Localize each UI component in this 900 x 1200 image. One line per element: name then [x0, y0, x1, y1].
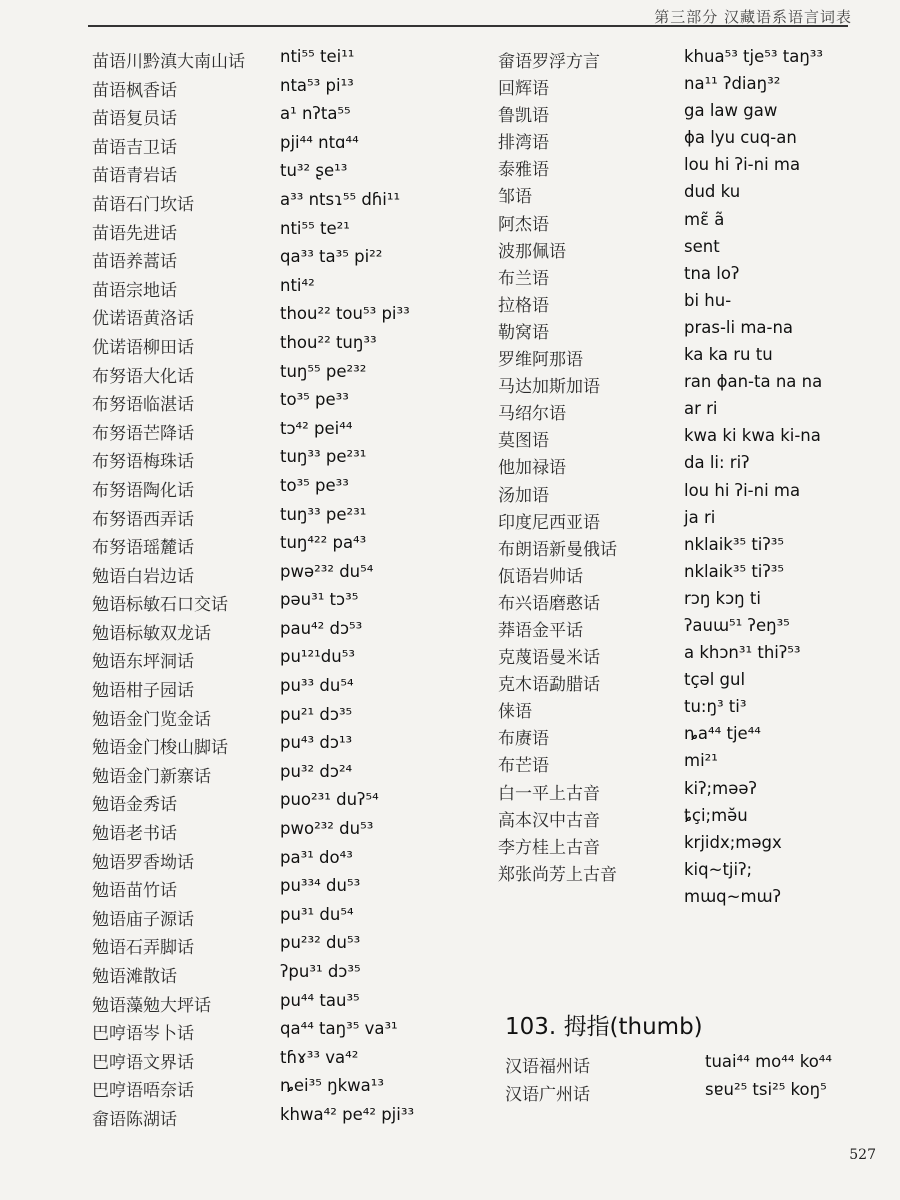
language-name: 勉语石弄脚话 [92, 938, 194, 959]
language-name: 白一平上古音 [498, 783, 600, 804]
word-form: tu:ŋ³ ti³ [684, 697, 747, 717]
word-form: tçəl gul [684, 670, 746, 690]
word-entry-row [498, 806, 868, 833]
word-entry-row [82, 362, 462, 391]
word-form: kiq~tjiʔ; [684, 859, 753, 879]
word-entry-row [498, 74, 868, 101]
word-entry-row [498, 155, 868, 182]
language-name: 勉语金门新寨话 [92, 766, 211, 787]
word-entry-row [82, 933, 462, 962]
language-name: 勉语柑子园话 [92, 681, 194, 702]
word-form: ar ri [684, 399, 718, 419]
word-entry-row [82, 447, 462, 476]
word-entry-row [498, 779, 868, 806]
language-name: 勉语金门梭山脚话 [92, 738, 228, 759]
word-entry-row [498, 887, 868, 914]
word-entry-row [498, 589, 868, 616]
word-entry-row [82, 476, 462, 505]
word-entry-row [498, 697, 868, 724]
word-form: a khɔn³¹ thiʔ⁵³ [684, 643, 801, 663]
word-entry-row [82, 819, 462, 848]
word-form: pu²¹ dɔ³⁵ [280, 704, 353, 724]
language-name: 勉语老书话 [92, 824, 177, 845]
language-name: 布兰语 [498, 268, 549, 289]
word-entry-row [82, 76, 462, 105]
word-form: ʔauɯ⁵¹ ʔeŋ³⁵ [684, 615, 790, 635]
word-entry-row [82, 562, 462, 591]
word-form: lou hi ʔi-ni ma [684, 480, 801, 500]
word-entry-row [498, 264, 868, 291]
word-form: tna loʔ [684, 263, 740, 283]
word-entry-row [498, 47, 868, 74]
language-name: 汉语福州话 [505, 1057, 590, 1077]
word-entry-row [82, 619, 462, 648]
word-entry-row [498, 182, 868, 209]
word-form: da li: riʔ [684, 453, 750, 473]
word-entry-row [498, 101, 868, 128]
word-entry-row [498, 291, 868, 318]
language-name: 排湾语 [498, 133, 549, 154]
word-entry-row [82, 390, 462, 419]
language-name: 苗语川黔滇大南山话 [92, 52, 245, 72]
word-form: a³³ ntsɿ⁵⁵ dɦi¹¹ [280, 189, 401, 209]
word-form: nti⁵⁵ tei¹¹ [280, 47, 355, 66]
word-form: tuŋ³³ pe²³¹ [280, 504, 367, 524]
word-form: to³⁵ pe³³ [280, 390, 349, 410]
language-name: 苗语吉卫话 [92, 137, 177, 158]
word-form: tuai⁴⁴ mo⁴⁴ ko⁴⁴ [705, 1052, 833, 1071]
language-name: 布兴语磨憨话 [498, 593, 600, 614]
language-name: 郑张尚芳上古音 [498, 864, 617, 885]
word-entry-row [82, 790, 462, 819]
language-name: 勉语滩散话 [92, 967, 177, 987]
word-entry-row [82, 1048, 462, 1077]
word-entry-row [498, 724, 868, 751]
word-form: ga law gaw [684, 101, 778, 121]
thumb-section-list [505, 1052, 865, 1108]
language-name: 勉语庙子源话 [92, 909, 194, 930]
word-entry-row [82, 1105, 462, 1134]
word-form: puo²³¹ duʔ⁵⁴ [280, 790, 379, 810]
language-name: 勉语白岩边话 [92, 566, 194, 587]
language-name: 布努语陶化话 [92, 480, 194, 501]
word-form: nta⁵³ pi¹³ [280, 75, 354, 95]
language-name: 布朗语新曼俄话 [498, 539, 617, 560]
word-form: ȵa⁴⁴ tje⁴⁴ [684, 724, 761, 744]
language-name: 勉语苗竹话 [92, 881, 177, 902]
word-entry-row [498, 481, 868, 508]
running-header: 第三部分 汉藏语系语言词表 [654, 8, 852, 26]
word-entry-row [82, 647, 462, 676]
word-form: pu²³² du⁵³ [280, 933, 361, 953]
word-entry-row [82, 505, 462, 534]
language-name: 优诺语黄洛话 [92, 309, 194, 330]
word-form: pu⁴³ dɔ¹³ [280, 733, 353, 753]
word-form: thou²² tuŋ³³ [280, 332, 377, 352]
language-name: 苗语养蒿话 [92, 252, 177, 273]
left-column [82, 47, 462, 1134]
language-name: 阿杰语 [498, 214, 549, 235]
word-entry-row [82, 762, 462, 791]
word-entry-row [498, 860, 868, 887]
word-entry-row [498, 670, 868, 697]
word-entry-row [82, 333, 462, 362]
word-entry-row [82, 991, 462, 1020]
language-name: 高本汉中古音 [498, 810, 600, 831]
word-entry-row [498, 751, 868, 778]
word-form: rɔŋ kɔŋ ti [684, 588, 761, 608]
word-form: tuŋ³³ pe²³¹ [280, 447, 367, 467]
word-form: pu³³ du⁵⁴ [280, 676, 354, 696]
language-name: 畲语陈湖话 [92, 1109, 177, 1130]
word-form: tuŋ⁴²² pa⁴³ [280, 533, 367, 553]
word-entry-row [82, 705, 462, 734]
word-form: nti⁴² [280, 275, 315, 295]
language-name: 勉语罗香坳话 [92, 852, 194, 873]
language-name: 鲁凯语 [498, 106, 549, 127]
word-entry-row [498, 210, 868, 237]
language-name: 俫语 [498, 702, 532, 723]
word-form: pa³¹ do⁴³ [280, 847, 353, 867]
language-name: 克蔑语曼米话 [498, 648, 600, 669]
word-form: bi hu- [684, 290, 732, 310]
word-entry-row [82, 905, 462, 934]
word-form: pu¹²¹du⁵³ [280, 647, 355, 667]
word-form: mi²¹ [684, 751, 718, 771]
word-entry-row [498, 318, 868, 345]
word-form: ka ka ru tu [684, 345, 773, 365]
right-column [498, 47, 868, 914]
word-form: pras-li ma-na [684, 317, 794, 337]
language-name: 优诺语柳田话 [92, 337, 194, 358]
word-entry-row [82, 247, 462, 276]
word-form: pu³³⁴ du⁵³ [280, 876, 361, 896]
word-form: tuŋ⁵⁵ pe²³² [280, 361, 367, 381]
word-entry-row [82, 133, 462, 162]
word-entry-row [82, 304, 462, 333]
word-form: nklaik³⁵ tiʔ³⁵ [684, 534, 785, 554]
section-title: 103. 拇指(thumb) [505, 1014, 703, 1040]
word-form: pwə²³² du⁵⁴ [280, 561, 374, 581]
language-name: 巴哼语唔奈话 [92, 1081, 194, 1102]
language-name: 布努语瑶麓话 [92, 538, 194, 559]
word-form: dud ku [684, 182, 741, 202]
word-entry-row [82, 1076, 462, 1105]
language-name: 布努语西弄话 [92, 509, 194, 530]
language-name: 苗语宗地话 [92, 280, 177, 301]
word-entry-row [82, 161, 462, 190]
word-form: lou hi ʔi-ni ma [684, 155, 801, 175]
language-name: 拉格语 [498, 295, 549, 316]
language-name: 勉语标敏双龙话 [92, 623, 211, 644]
word-form: na¹¹ ʔdiaŋ³² [684, 74, 781, 94]
word-form: tɦɤ³³ va⁴² [280, 1047, 359, 1067]
language-name: 佤语岩帅话 [498, 566, 583, 587]
word-form: tɔ⁴² pei⁴⁴ [280, 418, 353, 438]
language-name: 苗语先进话 [92, 223, 177, 244]
language-name: 勉语藻勉大坪话 [92, 995, 211, 1016]
language-name: 汉语广州话 [505, 1085, 590, 1105]
word-entry-row [82, 104, 462, 133]
word-entry-row [82, 276, 462, 305]
word-form: a¹ nʔta⁵⁵ [280, 104, 351, 124]
word-form: thou²² tou⁵³ pi³³ [280, 304, 410, 324]
language-name: 布努语临湛话 [92, 395, 194, 416]
word-entry-row [498, 372, 868, 399]
language-name: 巴哼语文界话 [92, 1052, 194, 1073]
word-form: pu³¹ du⁵⁴ [280, 904, 354, 924]
word-form: nklaik³⁵ tiʔ³⁵ [684, 561, 785, 581]
word-entry-row [498, 426, 868, 453]
language-name: 波那佩语 [498, 241, 566, 262]
language-name: 他加禄语 [498, 458, 566, 479]
language-name: 勉语东坪洞话 [92, 652, 194, 673]
word-entry-row [498, 643, 868, 670]
word-form: sɐu²⁵ tsi²⁵ koŋ⁵ [705, 1080, 827, 1099]
word-entry-row [498, 562, 868, 589]
language-name: 布努语梅珠话 [92, 452, 194, 473]
language-name: 印度尼西亚语 [498, 512, 600, 533]
word-entry-row [82, 190, 462, 219]
language-name: 苗语复员话 [92, 109, 177, 130]
word-entry-row [82, 1019, 462, 1048]
word-entry-row [498, 128, 868, 155]
word-entry-row [505, 1080, 865, 1108]
word-form: ran ɸan-ta na na [684, 372, 823, 392]
word-entry-row [498, 237, 868, 264]
word-entry-row [82, 848, 462, 877]
word-form: pəu³¹ tɔ³⁵ [280, 590, 359, 610]
word-entry-row [82, 733, 462, 762]
language-name: 莫图语 [498, 431, 549, 452]
word-form: kwa ki kwa ki-na [684, 426, 821, 446]
language-name: 勉语金门览金话 [92, 709, 211, 730]
language-name: 苗语青岩话 [92, 166, 177, 187]
language-name: 布努语大化话 [92, 366, 194, 387]
page-number: 527 [849, 1147, 876, 1163]
word-form: pji⁴⁴ ntɑ⁴⁴ [280, 132, 359, 152]
language-name: 苗语枫香话 [92, 80, 177, 101]
word-form: pu⁴⁴ tau³⁵ [280, 990, 360, 1010]
word-form: pu³² dɔ²⁴ [280, 761, 353, 781]
word-form: khua⁵³ tje⁵³ taŋ³³ [684, 47, 824, 66]
language-name: 勒窝语 [498, 322, 549, 343]
language-name: 马达加斯加语 [498, 377, 600, 398]
word-form: ja ri [684, 507, 716, 527]
word-entry-row [82, 962, 462, 991]
word-entry-row [82, 533, 462, 562]
word-form: kiʔ;məəʔ [684, 778, 757, 798]
word-entry-row [498, 616, 868, 643]
word-form: khwa⁴² pe⁴² pji³³ [280, 1104, 415, 1124]
word-form: pwo²³² du⁵³ [280, 819, 374, 839]
word-form: ɸa lyu cuq-an [684, 128, 797, 148]
word-form: qa⁴⁴ taŋ³⁵ va³¹ [280, 1019, 398, 1039]
word-entry-row [498, 833, 868, 860]
word-form: tu³² ʂe¹³ [280, 161, 348, 181]
word-form: to³⁵ pe³³ [280, 475, 349, 495]
word-form: qa³³ ta³⁵ pi²² [280, 247, 383, 267]
language-name: 马绍尔语 [498, 404, 566, 425]
word-form: sent [684, 236, 720, 256]
language-name: 勉语标敏石口交话 [92, 595, 228, 616]
language-name: 布芒语 [498, 756, 549, 777]
language-name: 回辉语 [498, 79, 549, 100]
language-name: 泰雅语 [498, 160, 549, 181]
word-form: ȵei³⁵ ŋkwa¹³ [280, 1076, 384, 1096]
word-entry-row [82, 676, 462, 705]
language-name: 邹语 [498, 187, 532, 208]
language-name: 苗语石门坎话 [92, 194, 194, 215]
word-entry-row [82, 590, 462, 619]
word-entry-row [82, 876, 462, 905]
word-entry-row [498, 453, 868, 480]
word-form: krjidx;məgx [684, 832, 782, 852]
word-form: pau⁴² dɔ⁵³ [280, 618, 363, 638]
language-name: 汤加语 [498, 485, 549, 506]
language-name: 李方桂上古音 [498, 837, 600, 858]
word-form: nti⁵⁵ te²¹ [280, 218, 350, 238]
word-entry-row [82, 419, 462, 448]
word-entry-row [498, 508, 868, 535]
language-name: 勉语金秀话 [92, 795, 177, 816]
word-entry-row [82, 219, 462, 248]
word-entry-row [498, 345, 868, 372]
word-entry-row [498, 399, 868, 426]
word-form: mɯq~mɯʔ [684, 886, 782, 906]
language-name: 莽语金平话 [498, 620, 583, 641]
language-name: 巴哼语岑卜话 [92, 1024, 194, 1045]
language-name: 罗维阿那语 [498, 350, 583, 371]
language-name: 畲语罗浮方言 [498, 52, 600, 72]
language-name: 布努语芒降话 [92, 423, 194, 444]
word-form: ʔpu³¹ dɔ³⁵ [280, 962, 361, 981]
language-name: 克木语勐腊话 [498, 675, 600, 696]
language-name: 布赓语 [498, 729, 549, 750]
word-form: mɛ̃ ã [684, 209, 725, 229]
word-entry-row [82, 47, 462, 76]
word-entry-row [505, 1052, 865, 1080]
word-form: ȶçi;mə̆u [684, 805, 748, 825]
word-entry-row [498, 535, 868, 562]
